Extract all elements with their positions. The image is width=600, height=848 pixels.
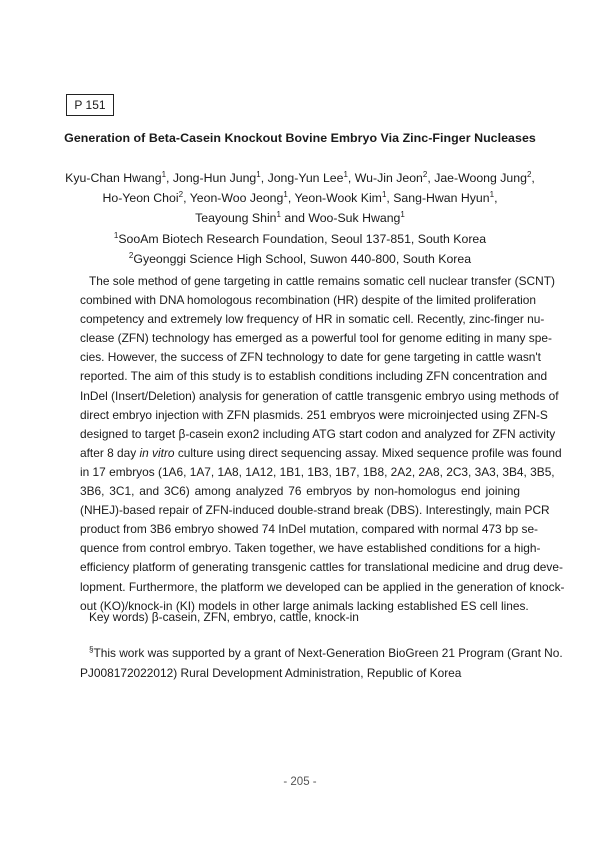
author-line-3: Teayoung Shin$^1$ and Woo-Suk Hwang$^1$ (195, 210, 405, 226)
ack-line-1: §This work was supported by a grant of Next-Generation BioGreen 21 Program (Grant No. (89, 645, 563, 660)
abstract-line: efficiency platform of generating transgenic cattles for translational medicine and drug deve- (80, 560, 563, 575)
ack-line-2: PJ008172022012) Rural Development Administration, Republic of Korea (80, 665, 462, 680)
abstract-line: direct embryo injection with ZFN plasmids. 251 embryos were microinjected using ZFN-S (80, 407, 548, 422)
abstract-line: cies. However, the success of ZFN technology to date for gene targeting in cattle wasn't (80, 350, 541, 365)
author-name: Kyu-Chan Hwang (65, 171, 162, 185)
author-name: Jong-Hun Jung (172, 171, 257, 185)
author-affiliation-mark: 2 (422, 170, 428, 179)
poster-id: P 151 (74, 98, 106, 112)
acknowledgement (80, 644, 563, 683)
abstract-line: 3B6, 3C1, and 3C6) among analyzed 76 embryos by non-homologus end joining (80, 484, 520, 499)
author-name: Yeon-Wook Kim (294, 191, 382, 206)
keywords: Key words) β-casein, ZFN, embryo, cattle, knock-in (89, 610, 359, 624)
abstract-line: product from 3B6 embryo showed 74 InDel mutation, compared with normal 473 bp se- (80, 522, 539, 537)
author-name: Yeon-Woo Jeong (189, 191, 284, 206)
abstract-body (80, 272, 565, 616)
abstract-line: lopment. Furthermore, the platform we developed can be applied in the generation of knock- (80, 579, 565, 594)
author-affiliation-mark: 1 (276, 210, 281, 220)
author-affiliation-mark: 2 (178, 190, 184, 200)
abstract-line: out (KO)/knock-in (KI) models in other large animals lacking established ES cell lines. (80, 598, 529, 613)
author-line-1: Kyu-Chan Hwang$^1$, Jong-Hun Jung$^1$, Jong-Yun Lee$^1$, Wu-Jin Jeon$^2$, Jae-Woong Jung$^2$, (65, 170, 535, 185)
author-name: Ho-Yeon Choi (102, 191, 179, 206)
abstract-line: after 8 day in vitro culture using direct sequencing assay. Mixed sequence profile was found (80, 445, 562, 460)
author-affiliation-mark: 1 (283, 190, 288, 200)
author-name: Wu-Jin Jeon (354, 171, 423, 185)
author-line-2: Ho-Yeon Choi$^2$, Yeon-Woo Jeong$^1$, Yeon-Wook Kim$^1$, Sang-Hwan Hyun$^1$, (102, 190, 498, 206)
author-affiliation-mark: 1 (381, 190, 387, 200)
abstract-line: (NHEJ)-based repair of ZFN-induced double-strand break (DBS). Interestingly, main PCR (80, 503, 550, 518)
author-affiliation-mark: 2 (526, 170, 532, 179)
abstract-line: reported. The aim of this study is to establish conditions including ZFN concentration and (80, 369, 548, 384)
affiliation-2: $^2$Gyeonggi Science High School, Suwon 440-800, South Korea (128, 250, 472, 266)
abstract-line: InDel (Insert/Deletion) analysis for generation of cattle transgenic embryo using methods of (80, 388, 559, 403)
abstract-line: in 17 embryos (1A6, 1A7, 1A8, 1A12, 1B1, 1B3, 1B7, 1B8, 2A2, 2A8, 2C3, 3A3, 3B4, 3B5, (80, 464, 555, 479)
author-affiliation-mark: 1 (161, 170, 167, 179)
author-name: Teayoung Shin (195, 211, 277, 226)
page-number: - 205 - (283, 776, 317, 788)
paper-title: Generation of Beta-Casein Knockout Bovine Embryo Via Zinc-Finger Nucleases (64, 131, 536, 145)
poster-id-box (66, 94, 114, 116)
author-affiliation-mark: 1 (256, 170, 261, 179)
abstract-line: The sole method of gene targeting in cattle remains somatic cell nuclear transfer (SCNT) (89, 274, 555, 288)
abstract-line: quence from control embryo. Taken together, we have established conditions for a high- (80, 541, 541, 556)
abstract-line: competency and extremely low frequency of HR in somatic cell. Recently, zinc-finger nu- (80, 312, 545, 327)
author-name: Jae-Woong Jung (434, 171, 527, 185)
author-name: Woo-Suk Hwang (308, 211, 401, 226)
abstract-line: clease (ZFN) technology has emerged as a powerful tool for genome editing in many spe- (80, 331, 552, 346)
author-name: Jong-Yun Lee (267, 171, 344, 185)
affiliation-1: $^1$SooAm Biotech Research Foundation, Seoul 137-851, South Korea (113, 230, 487, 246)
author-name: Sang-Hwan Hyun (393, 191, 490, 206)
author-affiliation-mark: 1 (343, 170, 348, 179)
abstract-line: designed to target β-casein exon2 including ATG start codon and analyzed for ZFN activity (80, 426, 556, 441)
author-affiliation-mark: 1 (489, 190, 495, 200)
author-block (40, 168, 560, 269)
abstract-line: combined with DNA homologous recombination (HR) despite of the limited proliferation (80, 293, 537, 308)
author-affiliation-mark: 1 (400, 210, 405, 220)
